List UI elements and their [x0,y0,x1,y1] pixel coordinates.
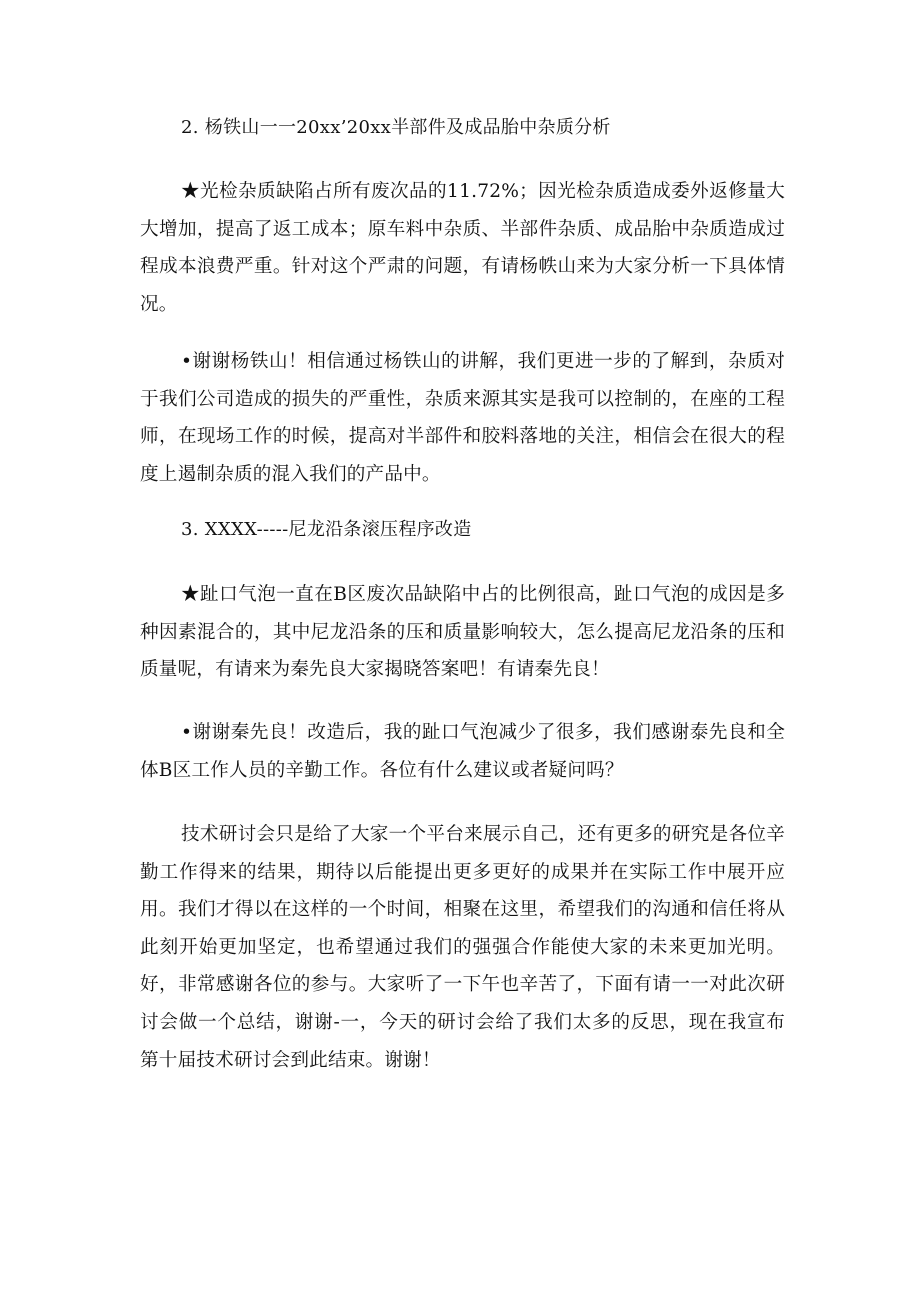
closing-paragraph: 技术研讨会只是给了大家一个平台来展示自己，还有更多的研究是各位辛勤工作得来的结果，期待以后能提出更多更好的成果并在实际工作中展开应用。我们才得以在这样的一个时间，相聚在这里，希望我们的沟通和信任将从此刻开始更加坚定，也希望通过我们的强强合作能使大家的未来更加光明。好，非常感谢各位的参与。大家听了一下午也辛苦了，下面有请一一对此次研讨会做一个总结，谢谢-一，今天的研讨会给了我们太多的反思，现在我宣布第十届技术研讨会到此结束。谢谢！ [140,824,785,1071]
section-2-thanks-paragraph: •谢谢杨铁山！相信通过杨铁山的讲解，我们更进一步的了解到，杂质对于我们公司造成的损失的严重性，杂质来源其实是我可以控制的，在座的工程师，在现场工作的时候，提高对半部件和胶料落地的关注，相信会在很大的程度上遏制杂质的混入我们的产品中。 [140,351,785,485]
section-3-thanks-paragraph: •谢谢秦先良！改造后，我的趾口气泡减少了很多，我们感谢泰先良和全体B区工作人员的辛勤工作。各位有什么建议或者疑问吗？ [140,722,785,781]
section-3-intro-paragraph: ★趾口气泡一直在B区废次品缺陷中占的比例很高，趾口气泡的成因是多种因素混合的，其中尼龙沿条的压和质量影响较大，怎么提高尼龙沿条的压和质量呢，有请来为秦先良大家揭晓答案吧！有请秦先良！ [140,584,785,681]
section-3-heading: 3. XXXX-----尼龙沿条滚压程序改造 [181,519,472,540]
section-2-intro-paragraph: ★光检杂质缺陷占所有废次品的11.72%；因光检杂质造成委外返修量大大增加，提高了返工成本；原车料中杂质、半部件杂质、成品胎中杂质造成过程成本浪费严重。针对这个严肃的问题，有请杨帙山来为大家分析一下具体情况。 [140,181,785,315]
section-2-heading: 2. 杨铁山一一20xx’20xx半部件及成品胎中杂质分析 [181,117,611,138]
